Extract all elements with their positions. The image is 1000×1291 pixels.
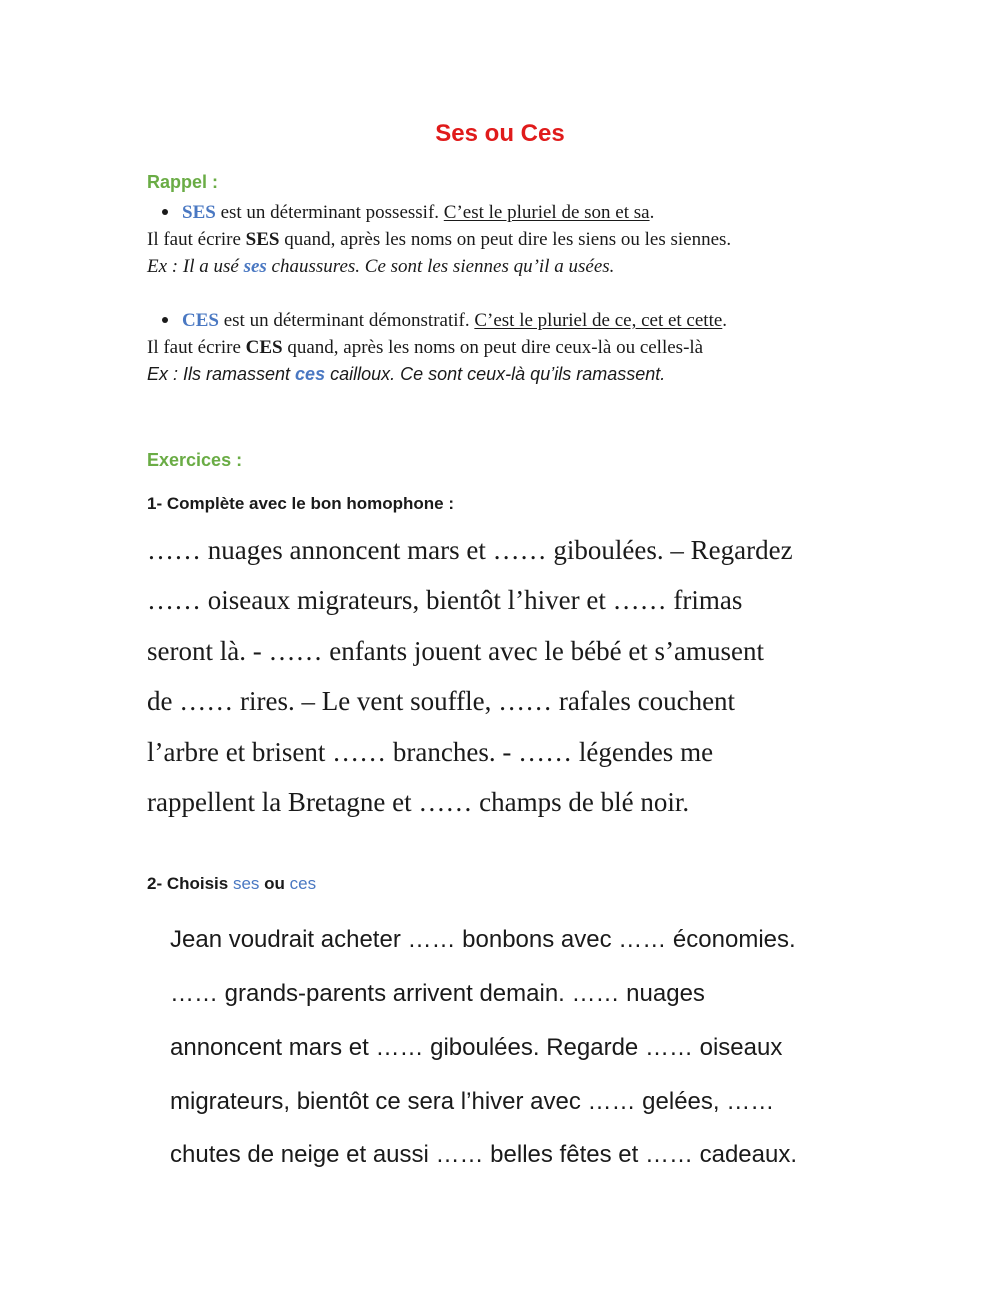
ces-pluriel-text: C’est le pluriel de ce, cet et cette [474, 310, 723, 331]
exercise-1-line: …… nuages annoncent mars et …… giboulées. – Regardez [147, 535, 793, 565]
exercise-2-line: migrateurs, bientôt ce sera l’hiver avec …… gelées, …… [170, 1088, 775, 1115]
ses-example-keyword: ses [243, 256, 267, 277]
exercise-1-line: …… oiseaux migrateurs, bientôt l’hiver et …… frimas [147, 585, 743, 615]
ses-example-text-a: Ex : Il a usé [147, 256, 244, 277]
bullet-icon [162, 317, 168, 323]
ses-pluriel-text: C’est le pluriel de son et sa [443, 202, 650, 223]
ses-rule [147, 229, 731, 251]
ces-example-text-a: Ex : Ils ramassent [147, 364, 296, 384]
ses-keyword: SES [182, 202, 216, 223]
ces-example-text-b: cailloux. Ce sont ceux-là qu’ils ramassent. [325, 364, 666, 384]
ces-def-end: . [722, 310, 728, 331]
ses-example [147, 256, 614, 278]
ses-def-end: . [649, 202, 655, 223]
ses-definition [162, 202, 654, 224]
exercise-1-line: rappellent la Bretagne et …… champs de blé noir. [147, 787, 690, 817]
exercise-2-line: Jean voudrait acheter …… bonbons avec …… économies. [170, 926, 796, 953]
ses-rule-text-a: Il faut écrire [147, 229, 246, 250]
ces-def-text: est un déterminant démonstratif. [218, 310, 475, 331]
exercise-2-line: …… grands-parents arrivent demain. …… nuages [170, 980, 705, 1007]
ces-rule-keyword: CES [245, 337, 283, 358]
ces-rule-text-a: Il faut écrire [147, 337, 246, 358]
exercise-2-title-text-a: 2- Choisis [147, 874, 233, 893]
exercise-2-title-ces: ces [289, 874, 317, 893]
ses-rule-text-b: quand, après les noms on peut dire les siens ou les siennes. [279, 229, 732, 250]
exercices-heading: Exercices : [147, 450, 243, 470]
exercise-1-line: de …… rires. – Le vent souffle, …… rafales couchent [147, 686, 736, 716]
ces-rule [147, 337, 703, 359]
ces-example-keyword: ces [295, 364, 326, 384]
page-title: Ses ou Ces [435, 120, 565, 147]
ces-keyword: CES [182, 310, 219, 331]
exercise-2-title [147, 874, 316, 894]
exercise-2-line: chutes de neige et aussi …… belles fêtes et …… cadeaux. [170, 1141, 798, 1168]
exercise-2-title-text-mid: ou [259, 874, 290, 893]
exercise-1-title: 1- Complète avec le bon homophone : [147, 494, 454, 513]
ses-def-text: est un déterminant possessif. [215, 202, 444, 223]
exercise-2-line: annoncent mars et …… giboulées. Regarde …… oiseaux [170, 1034, 783, 1061]
rappel-heading: Rappel : [147, 172, 219, 192]
bullet-icon [162, 209, 168, 215]
ses-example-text-b: chaussures. Ce sont les siennes qu’il a usées. [266, 256, 615, 277]
exercise-1-line: l’arbre et brisent …… branches. - …… légendes me [147, 737, 714, 767]
ces-rule-text-b: quand, après les noms on peut dire ceux-là ou celles-là [282, 337, 704, 358]
ces-definition [162, 310, 727, 332]
ces-example [147, 364, 665, 385]
ses-rule-keyword: SES [245, 229, 280, 250]
exercise-1-line: seront là. - …… enfants jouent avec le bébé et s’amusent [147, 636, 765, 666]
exercise-2-title-ses: ses [232, 874, 260, 893]
